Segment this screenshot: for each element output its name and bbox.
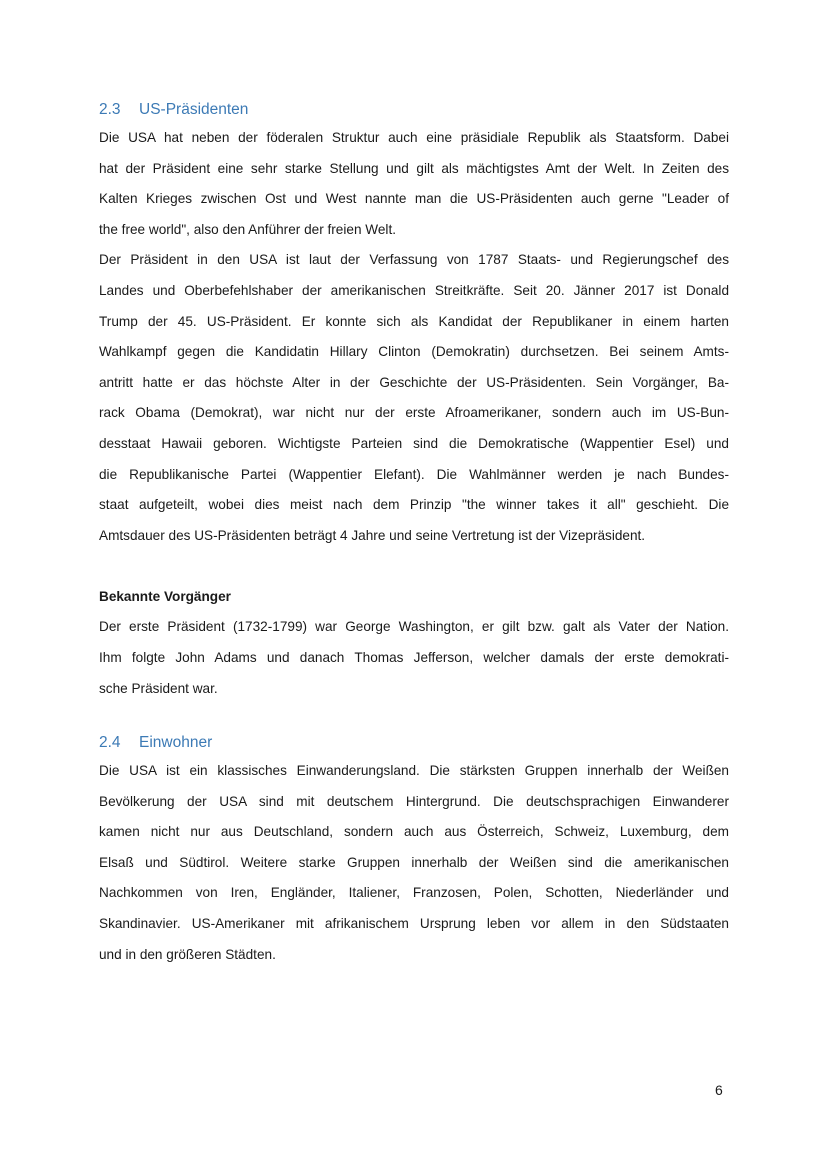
text-line: und in den größeren Städten. xyxy=(99,946,276,962)
text-line: die Republikanische Partei (Wappentier Elefant). Die Wahlmänner werden je nach Bundes- xyxy=(99,466,729,482)
page-number: 6 xyxy=(715,1082,723,1098)
text-line: hat der Präsident eine sehr starke Stellung und gilt als mächtigstes Amt der Welt. In Zeiten des xyxy=(99,160,729,176)
section-heading-us-praesidenten xyxy=(99,98,729,122)
text-line: staat aufgeteilt, wobei dies meist nach dem Prinzip "the winner takes it all" geschieht. Die xyxy=(99,497,729,513)
text-line: Der Präsident in den USA ist laut der Verfassung von 1787 Staats- und Regierungschef des xyxy=(99,252,729,268)
section-number: 2.3 xyxy=(99,101,121,118)
section-heading-einwohner xyxy=(99,731,729,755)
text-line: Amtsdauer des US-Präsidenten beträgt 4 Jahre und seine Vertretung ist der Vizepräsident. xyxy=(99,527,646,543)
text-line: Der erste Präsident (1732-1799) war George Washington, er gilt bzw. galt als Vater der Nation. xyxy=(99,619,729,635)
text-line: Skandinavier. US-Amerikaner mit afrikanischem Ursprung leben vor allem in den Südstaaten xyxy=(99,916,729,932)
paragraph xyxy=(99,612,729,704)
paragraph xyxy=(99,756,729,970)
section-title: Einwohner xyxy=(139,734,213,752)
text-line: Bevölkerung der USA sind mit deutschem Hintergrund. Die deutschsprachigen Einwanderer xyxy=(99,793,729,809)
text-line: Wahlkampf gegen die Kandidatin Hillary Clinton (Demokratin) durchsetzen. Bei seinem Amts- xyxy=(99,344,729,360)
text-line: rack Obama (Demokrat), war nicht nur der erste Afroamerikaner, sondern auch im US-Bun- xyxy=(99,405,729,421)
text-line: antritt hatte er das höchste Alter in der Geschichte der US-Präsidenten. Sein Vorgänger, Ba- xyxy=(99,374,729,390)
text-line: Landes und Oberbefehlshaber der amerikanischen Streitkräfte. Seit 20. Jänner 2017 ist Donald xyxy=(99,282,729,298)
text-line: sche Präsident war. xyxy=(99,680,218,696)
text-line: Trump der 45. US-Präsident. Er konnte sich als Kandidat der Republikaner in einem harten xyxy=(99,313,729,329)
text-line: Die USA ist ein klassisches Einwanderungsland. Die stärksten Gruppen innerhalb der Weißen xyxy=(99,763,729,779)
text-line: Nachkommen von Iren, Engländer, Italiener, Franzosen, Polen, Schotten, Niederländer und xyxy=(99,885,729,901)
text-line: Die USA hat neben der föderalen Struktur auch eine präsidiale Republik als Staatsform. Dabei xyxy=(99,130,729,145)
text-line: desstaat Hawaii geboren. Wichtigste Parteien sind die Demokratische (Wappentier Esel) und xyxy=(99,435,729,451)
text-line: kamen nicht nur aus Deutschland, sondern auch aus Österreich, Schweiz, Luxemburg, dem xyxy=(99,824,729,840)
paragraph xyxy=(99,245,729,551)
paragraph xyxy=(99,123,729,245)
section-title: US-Präsidenten xyxy=(139,101,249,118)
page-content xyxy=(99,98,729,970)
text-line: Elsaß und Südtirol. Weitere starke Gruppen innerhalb der Weißen sind die amerikanischen xyxy=(99,854,729,870)
text-line: Ihm folgte John Adams und danach Thomas Jefferson, welcher damals der erste demokrati- xyxy=(99,649,729,665)
subsection-heading: Bekannte Vorgänger xyxy=(99,589,231,605)
text-line: the free world", also den Anführer der freien Welt. xyxy=(99,221,396,237)
text-line: Kalten Krieges zwischen Ost und West nannte man die US-Präsidenten auch gerne "Leader of xyxy=(99,191,729,207)
section-number: 2.4 xyxy=(99,734,121,752)
